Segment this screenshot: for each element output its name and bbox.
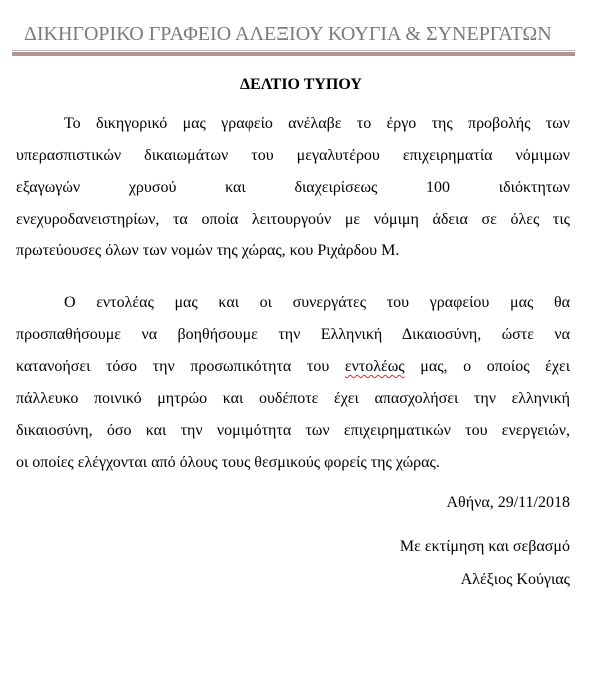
paragraph-2-line: Ο εντολέας μας και οι συνεργάτες του γραφείου μας θα — [64, 294, 570, 311]
paragraph-2-line: οι οποίες ελέγχονται από όλους τους θεσμικούς φορείς της χώρας. — [16, 454, 440, 471]
paragraph-1-line: υπερασπιστικών δικαιωμάτων του μεγαλυτέρου επιχειρηματία νόμιμων — [16, 147, 570, 164]
misspelled-word[interactable]: εντολέως — [344, 358, 405, 375]
letterhead-firm-name: ΔΙΚΗΓΟΡΙΚΟ ΓΡΑΦΕΙΟ ΑΛΕΞΙΟΥ ΚΟΥΓΙΑ & ΣΥΝΕΡΓΑΤΩΝ — [24, 23, 552, 45]
closing-salutation: Με εκτίμηση και σεβασμό — [399, 538, 570, 555]
text-run: μας, ο οποίος έχει — [404, 358, 571, 375]
place-date: Αθήνα, 29/11/2018 — [446, 494, 570, 511]
paragraph-1-line: Το δικηγορικό μας γραφείο ανέλαβε το έργο της προβολής των — [64, 115, 570, 132]
paragraph-2-line: δικαιοσύνη, όσο και την νομιμότητα των επιχειρηματικών του ενεργειών, — [16, 422, 570, 439]
letterhead-divider — [12, 52, 575, 56]
paragraph-1-line: ενεχυροδανειστηρίων, τα οποία λειτουργούν με νόμιμη άδεια σε όλες τις — [16, 211, 570, 228]
letterhead-divider-thin — [12, 50, 575, 51]
paragraph-1-line: πρωτεύουσες όλων των νομών της χώρας, κου Ριχάρδου Μ. — [16, 242, 400, 259]
document-title: ΔΕΛΤΙΟ ΤΥΠΟΥ — [240, 76, 362, 93]
paragraph-1-line: εξαγωγών χρυσού και διαχειρίσεως 100 ιδιόκτητων — [16, 179, 570, 196]
signature-name: Αλέξιος Κούγιας — [460, 571, 570, 588]
paragraph-2-line: προσπαθήσουμε να βοηθήσουμε την Ελληνική Δικαιοσύνη, ώστε να — [16, 326, 570, 343]
text-run: κατανοήσει τόσο την προσωπικότητα του — [16, 358, 345, 375]
paragraph-2-line: πάλλευκο ποινικό μητρώο και ουδέποτε έχει απασχολήσει την ελληνική — [16, 390, 570, 407]
paragraph-2-line — [16, 357, 570, 377]
